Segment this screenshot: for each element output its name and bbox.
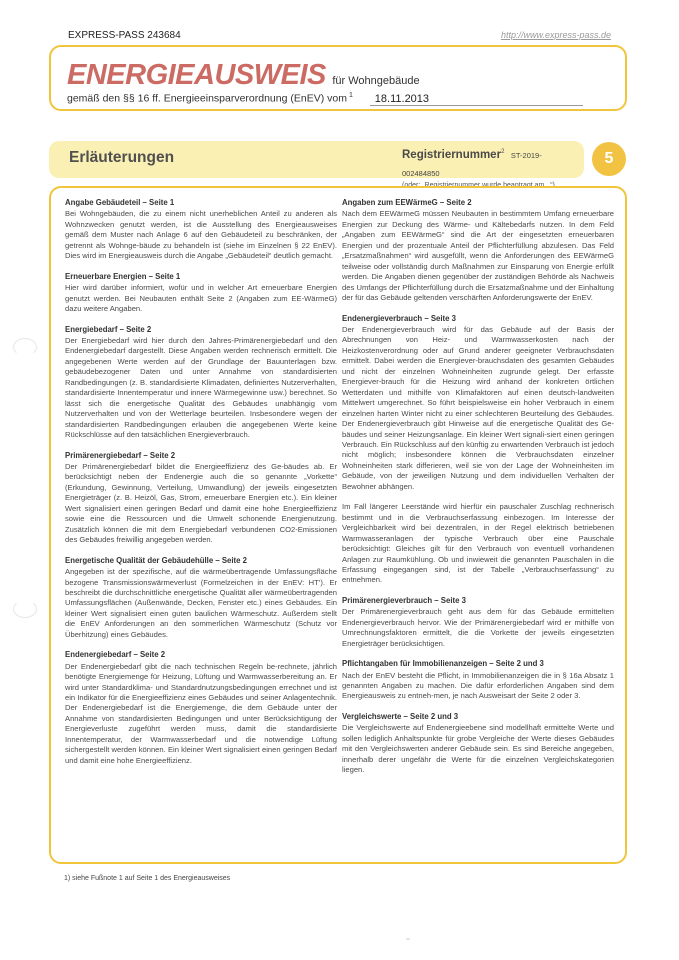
footnote: 1) siehe Fußnote 1 auf Seite 1 des Energieausweises bbox=[64, 875, 231, 882]
entry-heading: Angaben zum EEWärmeG – Seite 2 bbox=[342, 198, 472, 207]
document-title-suffix: für Wohngebäude bbox=[332, 75, 420, 87]
explanation-entry bbox=[65, 650, 337, 766]
entry-text: Der Endenergiebedarf gibt die nach technischen Regeln be-rechnete, jährlich benötigte Energiemenge für Heizung, Lüftung und Warmwasserbereitung an. Er wird unter Standardklima- und Standardnutzungsbedingungen errechnet und ist ein Indikator für die Energieeffizienz eines Gebäudes und seiner Anlagentechnik. Der Endenergiebedarf ist die Energiemenge, die dem Gebäude unter der Annahme von standardisierten Bedingungen und unter Berücksichtigung der Energieverluste zugeführt werden muss, damit die standardisierte Innentemperatur, der Warmwasserbedarf und die notwendige Lüftung sichergestellt werden können. Ein kleiner Wert signalisiert einen geringen Bedarf und damit eine hohe Energieeffizienz. bbox=[65, 661, 337, 765]
page-number-badge: 5 bbox=[592, 142, 626, 176]
entry-text: Nach dem EEWärmeG müssen Neubauten in bestimmtem Umfang erneuerbare Energien zur Deckung des Wärme- und Kältebedarfs nutzen. In dem Feld „Angaben zum EEWärmeG“ sind die Art der eingesetzten erneuerbaren Energien und der prozentuale Anteil der Pflichterfüllung abzulesen. Das Feld „Ersatzmaßnahmen“ wird ausgefüllt, wenn die Anforderungen des EEWärmeG teilweise oder vollständig durch Maßnahmen zur Einsparung von Energie erfüllt werden. Die Angaben dienen gegenüber der zuständigen Behörde als Nachweis des Umfangs der Pflichterfüllung durch die Ersatzmaßnahme und der Einhaltung der für das Gebäude geltenden verschärften Anforderungswerte der EnEV. bbox=[342, 209, 614, 303]
punch-hole-mark bbox=[13, 338, 37, 356]
entry-text: Nach der EnEV besteht die Pflicht, in Immobilienanzeigen die in § 16a Absatz 1 genannten Angaben zu machen. Die dafür erforderlichen Angaben sind dem Energieausweis zu entneh-men, je nach Ausweisart der Seite 2 oder 3. bbox=[342, 670, 614, 701]
explanation-entry bbox=[65, 198, 337, 262]
explanation-entry bbox=[65, 451, 337, 546]
entry-text: Der Primärenergiebedarf bildet die Energieeffizienz des Ge-bäudes ab. Er berücksichtigt neben der Endenergie auch die so genannte „Vorkette“ (Erkundung, Gewinnung, Verteilung, Umwandlung) der jeweils eingesetzten Energieträger (z. B. Heizöl, Gas, Strom, erneuerbare Energien etc.). Ein kleiner Wert signalisiert einen geringen Bedarf und damit eine hohe Energieeffizienz sowie eine die Ressourcen und die Umwelt schonende Energienutzung. Zusätzlich können die mit dem Energiebedarf verbundenen CO2-Emissionen des Gebäudes freiwillig angegeben werden. bbox=[65, 461, 337, 545]
entry-text: Bei Wohngebäuden, die zu einem nicht unerheblichen Anteil zu anderen als Wohnzwecken genutzt werden, ist die Ausstellung des Energieausweises gemäß dem Muster nach Anlage 6 auf den Gebäudeteil zu beschränken, der getrennt als Wohnge-bäude zu behandeln ist (siehe im Einzelnen § 22 EnEV). Dies wird im Energieausweis durch die Angabe „Gebäudeteil“ deutlich gemacht. bbox=[65, 209, 337, 261]
document-subtitle bbox=[67, 92, 583, 106]
brand-label: EXPRESS-PASS 243684 bbox=[68, 30, 181, 41]
registration-footnote-marker: 2 bbox=[501, 149, 505, 156]
right-column bbox=[342, 198, 614, 786]
entry-text: Hier wird darüber informiert, wofür und in welcher Art erneuerbare Energien genutzt werden. Bei Neubauten enthält Seite 2 (Angaben zum EE-WärmeG) dazu weitere Angaben. bbox=[65, 283, 337, 314]
explanation-entry bbox=[65, 325, 337, 441]
section-title: Erläuterungen bbox=[69, 149, 175, 166]
entry-text: Angegeben ist der spezifische, auf die wärmeübertragende Umfassungsfläche bezogene Transmissionswärmeverlust (Formelzeichen in der EnEV: HT’). Er beschreibt die durchschnittliche energetische Qualität aller wärmeübertragenden Umfassungsflächen (Außenwände, Decken, Fenster etc.) eines Gebäudes. Ein kleiner Wert signalisiert einen guten baulichen Wärmeschutz. Außerdem stellt die EnEV Anforderungen an den sommerlichen Wärmeschutz (Schutz vor Überhitzung) eines Gebäudes. bbox=[65, 567, 337, 639]
entry-text: Der Endenergieverbrauch wird für das Gebäude auf der Basis der Abrechnungen von Heiz- und Warmwasserkosten nach der Heizkostenverordnung oder auf Grund anderer geeigneter Verbrauchsdaten ermittelt. Dabei werden die Energiever-brauchsdaten des gesamten Gebäudes und nicht der einzelnen Wohneinheiten zugrunde gelegt. Der erfasste Energiever-brauch für die Heizung wird anhand der konkreten örtlichen Wetterdaten und mithilfe von Klimafaktoren auf einen deutsch-landweiten Mittelwert umgerechnet. So führt beispielsweise ein hoher Verbrauch in einem einzelnen harten Winter nicht zu einer schlechteren Beurteilung des Gebäudes. Der Endenergieverbrauch gibt Hinweise auf die energetische Qualität des Ge-bäudes und seiner Heizungsanlage. Ein kleiner Wert signali-siert einen geringen Verbrauch. Ein Rückschluss auf den künftig zu erwartenden Verbrauch ist jedoch nicht möglich; insbesondere können die Verbrauchsdaten einzelner Wohneinheiten stark differieren, weil sie von der Lage der Wohneinheiten im Gebäude, von der jeweiligen Nutzung und dem individuellen Verhalten der Bewohner abhängen. bbox=[342, 324, 614, 491]
entry-heading: Primärenergiebedarf – Seite 2 bbox=[65, 450, 176, 460]
subtitle-footnote-marker: 1 bbox=[348, 92, 353, 99]
section-header-bar bbox=[49, 141, 584, 178]
entry-heading: Endenergieverbrauch – Seite 3 bbox=[342, 313, 456, 323]
explanation-entry bbox=[342, 198, 614, 304]
entry-heading: Energetische Qualität der Gebäudehülle – Seite 2 bbox=[65, 555, 247, 565]
entry-heading: Energiebedarf – Seite 2 bbox=[65, 324, 152, 334]
scan-artifact bbox=[406, 938, 410, 940]
punch-hole-mark bbox=[13, 600, 37, 618]
explanation-entry bbox=[342, 712, 614, 776]
website-link[interactable]: http://www.express-pass.de bbox=[500, 30, 611, 40]
entry-text: Der Primärenergieverbrauch geht aus dem für das Gebäude ermittelten Endenergieverbrauch hervor. Wie der Primärenergiebedarf wird er mithilfe von Umrechnungsfaktoren ermittelt, die die Vorkette der jeweils eingesetzten Energieträger berücksichtigen. bbox=[342, 607, 614, 648]
document-header bbox=[49, 45, 627, 111]
explanation-entry bbox=[342, 596, 614, 649]
explanations-box bbox=[49, 186, 627, 864]
entry-heading: Primärenergieverbrauch – Seite 3 bbox=[342, 595, 466, 605]
entry-heading: Angabe Gebäudeteil – Seite 1 bbox=[65, 198, 175, 207]
entry-heading: Vergleichswerte – Seite 2 und 3 bbox=[342, 711, 459, 721]
title-row bbox=[67, 59, 420, 92]
entry-text: Der Energiebedarf wird hier durch den Jahres-Primärenergiebedarf und den Endenergiebedarf dargestellt. Diese Angaben werden rechnerisch ermittelt. Die angegebenen Werte werden auf der Grundlage der Bauunterlagen bzw. gebäudebezogener Daten und unter Annahme von standardisierten Randbedingungen (z. B. standardisierte Klimadaten, definiertes Nutzerverhalten, standardisierte Innentemperatur und innere Wärmegewinne usw.) berechnet. So lässt sich die energetische Qualität des Gebäudes unabhängig vom Nutzerverhalten und von der Wetterlage beurteilen. Insbesondere wegen der standardisierten Randbedingungen erlauben die angegebenen Werte keine Rückschlüsse auf den tatsächlichen Energieverbrauch. bbox=[65, 335, 337, 440]
document-title: ENERGIEAUSWEIS bbox=[67, 59, 326, 91]
explanation-entry bbox=[342, 314, 614, 586]
registration-block bbox=[402, 145, 572, 189]
top-line bbox=[68, 30, 611, 44]
registration-label: Registriernummer$^2$ bbox=[402, 149, 505, 161]
entry-heading: Pflichtangaben für Immobilienanzeigen – Seite 2 und 3 bbox=[342, 659, 544, 669]
subtitle-text: gemäß den §§ 16 ff. Energieeinsparverordnung (EnEV) vom bbox=[67, 92, 347, 105]
entry-text: Die Vergleichswerte auf Endenergieebene sind modellhaft ermittelte Werte und sollen lediglich Anhaltspunkte für grobe Vergleiche der Werte dieses Gebäudes mit den Vergleichswerten anderer Gebäude sein. Es sind Bereiche angegeben, innerhalb derer ungefähr die Werte für die einzelnen Vergleichskategorien liegen. bbox=[342, 723, 614, 775]
explanation-entry bbox=[342, 659, 614, 702]
left-column bbox=[65, 198, 337, 776]
entry-heading: Erneuerbare Energien – Seite 1 bbox=[65, 271, 181, 281]
explanation-entry bbox=[65, 556, 337, 641]
entry-heading: Endenergiebedarf – Seite 2 bbox=[65, 650, 166, 660]
registration-number: ST-2019-002484850 bbox=[402, 151, 542, 178]
entry-text: Im Fall längerer Leerstände wird hierfür ein pauschaler Zuschlag rechnerisch bestimmt und in die Verbrauchserfassung einbezogen. Im Interesse der Vergleichbarkeit wird bei dezentralen, in der Regel elektrisch betriebenen Warmwasseranlagen der typische Verbrauch über eine Pauschale berücksichtigt: Gleiches gilt für den Verbrauch von eventuell vorhandenen Anlagen zur Raumkühlung. Ob und inwieweit die genannten Pauschalen in die Erfassung eingegangen sind, ist der Tabelle „Verbrauchserfassung“ zu entnehmen. bbox=[342, 502, 614, 585]
issue-date-field: 18.11.2013 bbox=[370, 93, 583, 106]
explanation-entry bbox=[65, 272, 337, 315]
